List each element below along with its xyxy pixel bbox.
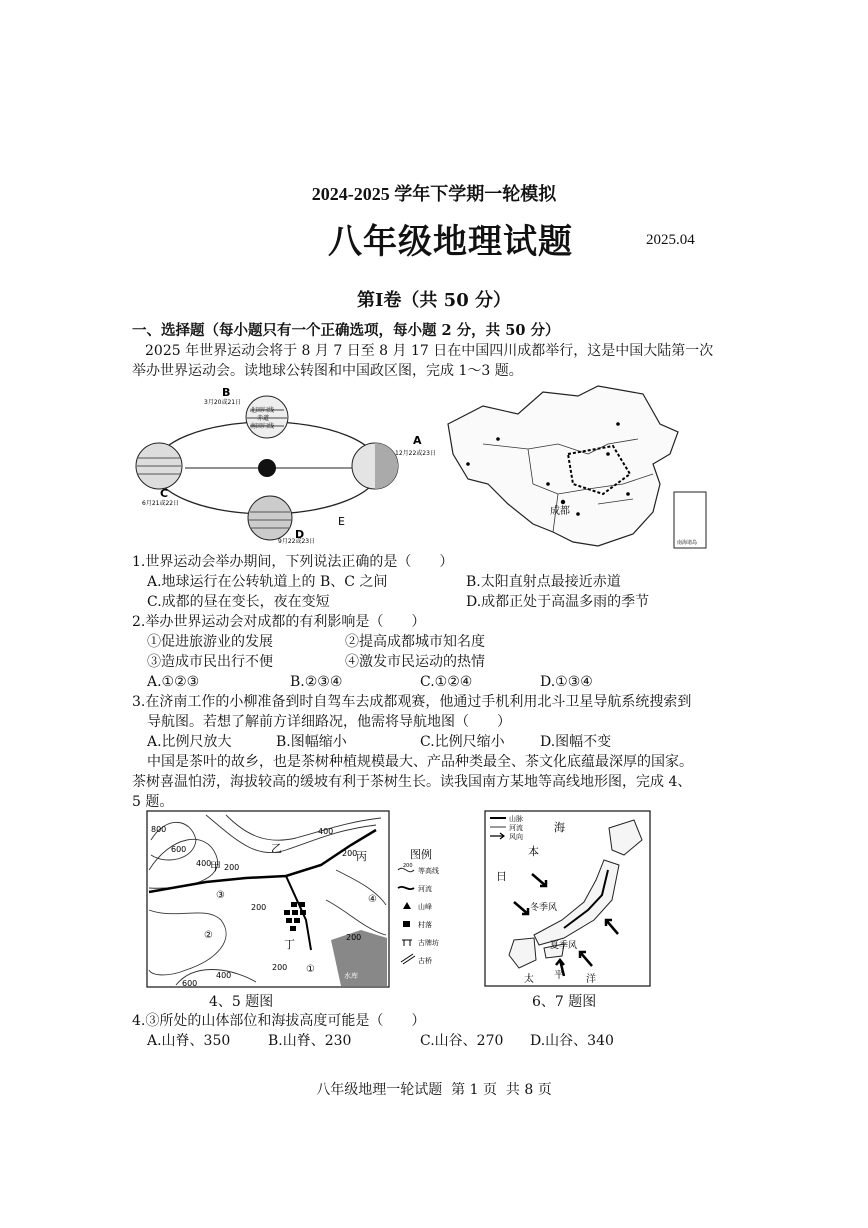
contour-label-200d: 200 xyxy=(272,963,288,972)
legend-bridge-symbol xyxy=(401,954,415,964)
sea-label-3: 日 xyxy=(496,870,507,883)
label-yi: 乙 xyxy=(271,842,282,855)
contour-label-200c: 200 xyxy=(251,903,267,912)
inset-label: 南海诸岛 xyxy=(677,540,698,546)
exam-title: 八年级地理试题 xyxy=(328,222,573,262)
earth-d xyxy=(248,496,292,540)
q2-option-c[interactable]: C.①②④ xyxy=(420,674,473,690)
ocean-label-3: 洋 xyxy=(586,974,596,985)
exam-date: 2025.04 xyxy=(646,232,695,248)
q4-option-d[interactable]: D.山谷、340 xyxy=(530,1033,614,1049)
legend-contour-sample: 200 xyxy=(403,863,413,869)
legend-title: 图例 xyxy=(410,848,432,861)
q3-stem-2: 导航图。若想了解前方详细路况，他需将导航地图（ ） xyxy=(147,714,511,730)
label-e: E xyxy=(338,515,345,528)
earth-a xyxy=(352,443,398,489)
page-footer: 八年级地理一轮试题 第 1 页 共 8 页 xyxy=(316,1082,552,1098)
japan-monsoon-figure xyxy=(484,810,652,988)
contour-label-400a: 400 xyxy=(196,859,212,868)
contour-label-400b: 400 xyxy=(318,827,334,836)
label-b: B xyxy=(222,386,231,399)
q4-option-a[interactable]: A.山脊、350 xyxy=(147,1033,231,1049)
part-heading: 一、选择题（每小题只有一个正确选项，每小题 2 分，共 50 分） xyxy=(132,322,560,339)
contour-label-400c: 400 xyxy=(216,971,232,980)
fig67-caption: 6、7 题图 xyxy=(532,994,597,1010)
date-a: 12月22或23日 xyxy=(395,450,436,457)
label-a: A xyxy=(413,434,422,447)
fig45-caption: 4、5 题图 xyxy=(209,994,274,1010)
summer-monsoon-label: 夏季风 xyxy=(550,941,578,951)
marker-4: ④ xyxy=(368,894,377,905)
zone-label-2: 赤道 xyxy=(257,415,270,422)
earth-orbit-figure xyxy=(130,384,450,544)
q3-option-a[interactable]: A.比例尺放大 xyxy=(147,734,232,750)
winter-monsoon-label: 冬季风 xyxy=(530,903,558,913)
q2-stem: 2.举办世界运动会对成都的有利影响是（ ） xyxy=(132,614,426,630)
legend-arch-symbol xyxy=(402,940,412,946)
legend-village: 村落 xyxy=(418,921,432,929)
marker-1: ① xyxy=(306,964,315,975)
contour-map-figure xyxy=(146,810,456,990)
date-c: 6月21或22日 xyxy=(142,500,180,507)
label-d: D xyxy=(295,528,305,541)
q3-stem-1: 3.在济南工作的小柳准备到时自驾车去成都观赛，他通过手机利用北斗卫星导航系统搜索到 xyxy=(132,694,692,710)
label-bing: 丙 xyxy=(356,850,367,863)
label-jia: 甲 xyxy=(210,860,221,873)
legend-peak-symbol xyxy=(403,902,411,909)
earth-c xyxy=(136,443,182,489)
ocean-label-1: 太 xyxy=(524,974,534,985)
contour-label-200e: 200 xyxy=(346,933,362,942)
legend-river-symbol xyxy=(398,887,414,889)
contour-label-200b: 200 xyxy=(342,849,358,858)
legend-wind: 风向 xyxy=(509,833,523,841)
q2-option-a[interactable]: A.①②③ xyxy=(147,674,200,690)
china-outline xyxy=(448,386,678,546)
q1-option-a[interactable]: A.地球运行在公转轨道上的 B、C 之间 xyxy=(147,574,388,590)
q2-item-1: ①促进旅游业的发展 xyxy=(147,634,273,650)
intro-2c: 5 题。 xyxy=(132,794,174,810)
marker-3: ③ xyxy=(216,890,225,901)
legend-river-67: 河流 xyxy=(509,824,523,832)
contour-label-600: 600 xyxy=(171,845,187,854)
q4-option-c[interactable]: C.山谷、270 xyxy=(420,1033,504,1049)
date-d: 9月22或23日 xyxy=(278,538,316,544)
sea-label-1: 海 xyxy=(554,821,565,834)
q3-option-c[interactable]: C.比例尺缩小 xyxy=(420,734,505,750)
intro-2a: 中国是茶叶的故乡，也是茶树种植规模最大、产品种类最全、茶文化底蕴最深厚的国家。 xyxy=(147,754,693,770)
ocean-label-2: 平 xyxy=(554,970,564,981)
chengdu-label: 成都 xyxy=(550,506,570,517)
legend-peak: 山峰 xyxy=(418,903,432,911)
legend-river: 河流 xyxy=(418,885,432,893)
q4-stem: 4.③所处的山体部位和海拔高度可能是（ ） xyxy=(132,1013,426,1029)
zone-label-3: 南回归线 xyxy=(250,423,275,430)
intro-1a: 2025 年世界运动会将于 8 月 7 日至 8 月 17 日在中国四川成都举行，这是中国大陆第一次 xyxy=(145,343,714,359)
q1-option-b[interactable]: B.太阳直射点最接近赤道 xyxy=(466,574,621,590)
q3-option-b[interactable]: B.图幅缩小 xyxy=(276,734,347,750)
legend-village-symbol xyxy=(403,921,410,927)
q1-option-d[interactable]: D.成都正处于高温多雨的季节 xyxy=(466,594,650,610)
contour-label-200a: 200 xyxy=(224,863,240,872)
sun xyxy=(258,459,276,477)
intro-1b: 举办世界运动会。读地球公转图和中国政区图，完成 1～3 题。 xyxy=(132,363,523,379)
zone-label-1: 北回归线 xyxy=(250,407,275,414)
legend-arch: 古牌坊 xyxy=(418,939,439,947)
contour-label-800: 800 xyxy=(151,825,167,834)
intro-2b: 茶树喜温怕涝，海拔较高的缓坡有利于茶树生长。读我国南方某地等高线地形图，完成 4、 xyxy=(132,774,692,790)
label-c: C xyxy=(160,487,169,500)
section-title: 第Ⅰ卷（共 50 分） xyxy=(356,290,511,311)
contour-label-600b: 600 xyxy=(182,979,198,988)
q1-option-c[interactable]: C.成都的昼在变长，夜在变短 xyxy=(147,594,330,610)
q4-option-b[interactable]: B.山脊、230 xyxy=(268,1033,352,1049)
marker-2: ② xyxy=(204,930,213,941)
china-map-figure xyxy=(438,384,708,552)
exam-term: 2024-2025 学年下学期一轮模拟 xyxy=(311,184,557,204)
date-b: 3月20或21日 xyxy=(204,399,242,406)
q1-stem: 1.世界运动会举办期间，下列说法正确的是（ ） xyxy=(132,554,454,570)
legend-contour: 等高线 xyxy=(418,867,439,875)
reservoir-label: 水库 xyxy=(344,972,358,980)
q2-item-3: ③造成市民出行不便 xyxy=(147,654,273,670)
q2-option-d[interactable]: D.①③④ xyxy=(540,674,593,690)
q2-option-b[interactable]: B.②③④ xyxy=(290,674,343,690)
label-ding: 丁 xyxy=(284,938,295,951)
legend-mountain: 山脉 xyxy=(509,815,523,823)
sea-label-2: 本 xyxy=(528,845,539,858)
q3-option-d[interactable]: D.图幅不变 xyxy=(540,734,612,750)
q2-item-2: ②提高成都城市知名度 xyxy=(345,634,485,650)
q2-item-4: ④激发市民运动的热情 xyxy=(345,654,485,670)
legend-bridge: 古桥 xyxy=(418,957,432,965)
